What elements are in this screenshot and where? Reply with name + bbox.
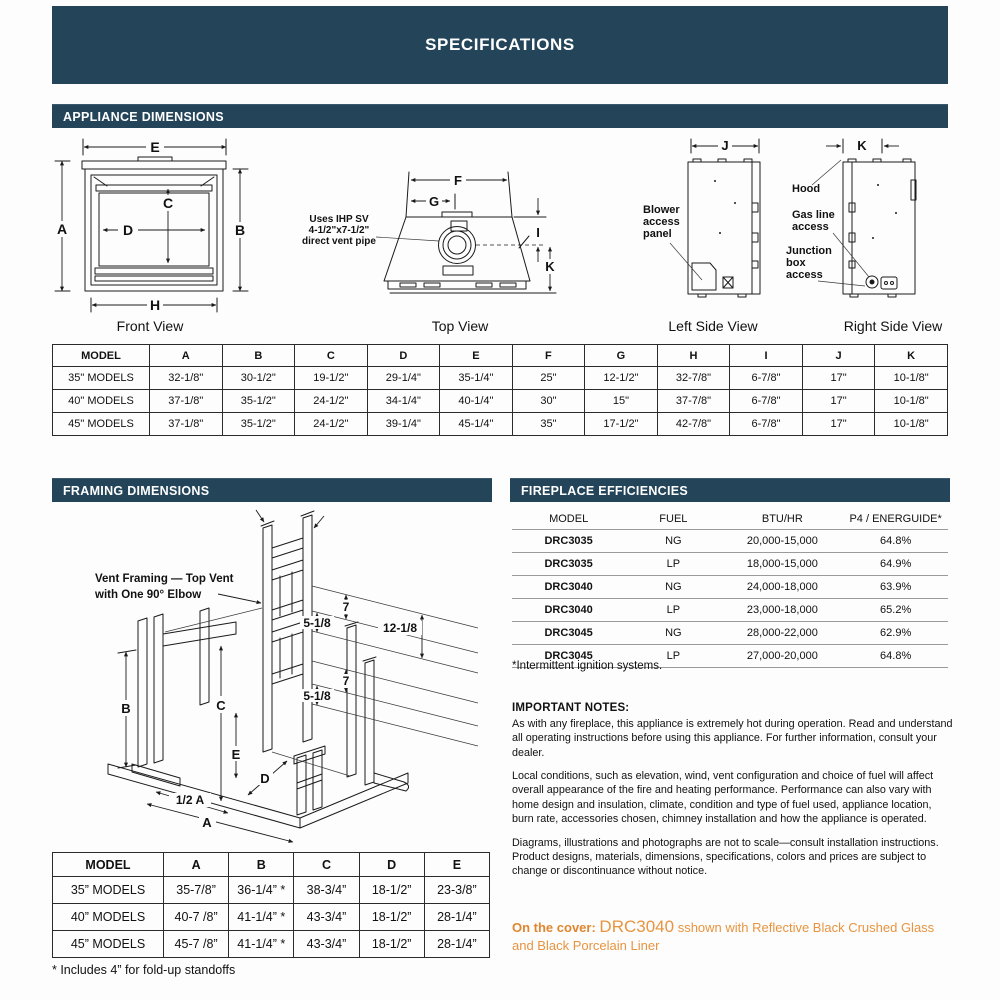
- top-view-caption: Top View: [431, 318, 489, 334]
- section-header-fireplace-efficiencies: [510, 478, 950, 502]
- value-cell: 43-3/4”: [294, 931, 359, 958]
- dim-label-a: A: [56, 221, 68, 237]
- table-row: [53, 877, 490, 904]
- value-cell: 18-1/2”: [359, 877, 424, 904]
- dim-label-k: K: [545, 259, 555, 274]
- value-cell: 43-3/4”: [294, 904, 359, 931]
- value-cell: 40-1/4": [440, 390, 513, 413]
- vent-framing-note-line1: Vent Framing — Top Vent: [95, 573, 234, 585]
- value-cell: 42-7/8": [657, 413, 730, 436]
- value-cell: NG: [625, 530, 721, 553]
- column-header: D: [367, 345, 440, 367]
- fireplace-efficiencies-table: [512, 508, 948, 668]
- section-header-appliance-dimensions: [52, 104, 948, 128]
- value-cell: 17": [802, 367, 875, 390]
- value-cell: 6-7/8": [730, 413, 803, 436]
- column-header: H: [657, 345, 730, 367]
- value-cell: 37-1/8": [150, 390, 223, 413]
- section-header-label: APPLIANCE DIMENSIONS: [63, 110, 224, 124]
- section-header-label: FIREPLACE EFFICIENCIES: [521, 484, 689, 498]
- value-cell: 23,000-18,000: [721, 599, 843, 622]
- page-title-bar: [52, 6, 948, 84]
- left-side-view-caption: Left Side View: [668, 318, 758, 334]
- column-header: I: [730, 345, 803, 367]
- column-header: C: [295, 345, 368, 367]
- framing-dim-a: A: [202, 815, 212, 830]
- framing-dim-c: C: [216, 698, 226, 713]
- framing-dimensions-table: [52, 852, 490, 958]
- value-cell: 30-1/2": [222, 367, 295, 390]
- value-cell: 18-1/2”: [359, 931, 424, 958]
- value-cell: 12-1/2": [585, 367, 658, 390]
- row-label-cell: 40” MODELS: [53, 904, 164, 931]
- value-cell: 25": [512, 367, 585, 390]
- value-cell: 10-1/8": [875, 390, 948, 413]
- value-cell: 18-1/2”: [359, 904, 424, 931]
- important-notes-paragraph-1: As with any fireplace, this appliance is extremely hot during operation. Read and understand all operating instructions before using this appliance. For further information, consult your dealer.: [512, 718, 953, 759]
- value-cell: 34-1/4": [367, 390, 440, 413]
- value-cell: 41-1/4” *: [229, 931, 294, 958]
- value-cell: 62.9%: [843, 622, 948, 645]
- value-cell: 17": [802, 413, 875, 436]
- value-cell: 10-1/8": [875, 367, 948, 390]
- row-label-cell: 45” MODELS: [53, 931, 164, 958]
- value-cell: 28-1/4”: [424, 931, 489, 958]
- header-row: [53, 853, 490, 877]
- value-cell: 36-1/4” *: [229, 877, 294, 904]
- value-cell: 40-7 /8”: [164, 904, 229, 931]
- column-header: MODEL: [53, 853, 164, 877]
- header-row: [512, 508, 948, 530]
- column-header: F: [512, 345, 585, 367]
- dim-label-h: H: [149, 297, 161, 313]
- row-label-cell: DRC3040: [512, 576, 625, 599]
- value-cell: 27,000-20,000: [721, 645, 843, 668]
- value-cell: 64.8%: [843, 645, 948, 668]
- header-row: [53, 345, 948, 367]
- column-header: P4 / ENERGUIDE*: [843, 508, 948, 530]
- value-cell: 18,000-15,000: [721, 553, 843, 576]
- value-cell: 23-3/8”: [424, 877, 489, 904]
- blower-access-label-line1: Blower: [643, 204, 680, 216]
- blower-access-label-line3: panel: [643, 228, 672, 240]
- dim-label-b: B: [234, 222, 246, 238]
- value-cell: 10-1/8": [875, 413, 948, 436]
- value-cell: 24-1/2": [295, 390, 368, 413]
- value-cell: 45-7 /8”: [164, 931, 229, 958]
- value-cell: 41-1/4” *: [229, 904, 294, 931]
- value-cell: 32-1/8": [150, 367, 223, 390]
- framing-dim-five-lower: 5-1/8: [303, 689, 331, 703]
- section-header-label: FRAMING DIMENSIONS: [63, 484, 210, 498]
- important-notes: [512, 702, 954, 888]
- table-row: [512, 553, 948, 576]
- gas-line-access-label-line2: access: [792, 221, 829, 233]
- vent-pipe-note-line2: 4-1/2"x7-1/2": [308, 225, 370, 236]
- junction-box-label-line1: Junction: [786, 245, 832, 257]
- front-view-drawing: [50, 133, 295, 315]
- framing-dim-d: D: [260, 771, 270, 786]
- row-label-cell: 45" MODELS: [53, 413, 150, 436]
- vent-pipe-note-line3: direct vent pipe: [302, 236, 376, 247]
- column-header: K: [875, 345, 948, 367]
- right-side-view-caption: Right Side View: [843, 318, 943, 334]
- column-header: BTU/HR: [721, 508, 843, 530]
- row-label-cell: DRC3035: [512, 530, 625, 553]
- value-cell: 28,000-22,000: [721, 622, 843, 645]
- value-cell: 65.2%: [843, 599, 948, 622]
- row-label-cell: DRC3035: [512, 553, 625, 576]
- framing-dim-twelve: 12-1/8: [382, 621, 418, 635]
- value-cell: 38-3/4”: [294, 877, 359, 904]
- value-cell: 6-7/8": [730, 390, 803, 413]
- hood-label: Hood: [792, 183, 821, 195]
- framing-dim-b: B: [121, 701, 131, 716]
- dim-label-g: G: [428, 194, 440, 209]
- value-cell: 37-7/8": [657, 390, 730, 413]
- value-cell: 64.9%: [843, 553, 948, 576]
- value-cell: 17": [802, 390, 875, 413]
- row-label-cell: DRC3040: [512, 599, 625, 622]
- table-row: [512, 530, 948, 553]
- table-row: [512, 622, 948, 645]
- important-notes-paragraph-3: Diagrams, illustrations and photographs are not to scale—consult installation instructions. Product designs, materials, dimensions, specifications, colors and prices are subject to change or discontinuance without notice.: [512, 836, 939, 878]
- column-header: B: [229, 853, 294, 877]
- framing-dim-half-a: 1/2 A: [175, 793, 205, 807]
- value-cell: 35-1/2": [222, 413, 295, 436]
- value-cell: NG: [625, 622, 721, 645]
- value-cell: 28-1/4”: [424, 904, 489, 931]
- value-cell: 24,000-18,000: [721, 576, 843, 599]
- on-the-cover-note: [512, 916, 954, 955]
- value-cell: 30": [512, 390, 585, 413]
- dim-label-i: I: [536, 225, 540, 240]
- value-cell: 29-1/4": [367, 367, 440, 390]
- table-row: [53, 367, 948, 390]
- front-view-caption: Front View: [116, 318, 184, 334]
- vent-pipe-note-line1: Uses IHP SV: [309, 214, 369, 225]
- table-row: [53, 904, 490, 931]
- on-the-cover-prefix: On the cover:: [512, 920, 600, 935]
- column-header: FUEL: [625, 508, 721, 530]
- dim-label-d: D: [122, 222, 134, 238]
- important-notes-heading: IMPORTANT NOTES:: [512, 702, 630, 714]
- gas-line-access-label-line1: Gas line: [792, 209, 835, 221]
- blower-access-label-line2: access: [643, 216, 680, 228]
- value-cell: 6-7/8": [730, 367, 803, 390]
- important-notes-paragraph-2: Local conditions, such as elevation, wind, vent configuration and choice of fuel will affect overall appearance of the fire and heating performance. Performance can also vary with home design and insulation, climate, condition and type of fuel used, appliance location, burn rate, accessories chosen, chimney installation and how the appliance is operated.: [512, 770, 934, 826]
- page-title: SPECIFICATIONS: [425, 35, 575, 54]
- row-label-cell: 35" MODELS: [53, 367, 150, 390]
- table-row: [53, 390, 948, 413]
- value-cell: 17-1/2": [585, 413, 658, 436]
- column-header: E: [424, 853, 489, 877]
- value-cell: 37-1/8": [150, 413, 223, 436]
- value-cell: 45-1/4": [440, 413, 513, 436]
- column-header: A: [150, 345, 223, 367]
- column-header: D: [359, 853, 424, 877]
- column-header: MODEL: [512, 508, 625, 530]
- table-row: [512, 599, 948, 622]
- framing-dim-seven-lower: 7: [342, 674, 350, 688]
- value-cell: 39-1/4": [367, 413, 440, 436]
- value-cell: 35-1/2": [222, 390, 295, 413]
- framing-drawing: [50, 506, 490, 851]
- section-header-framing-dimensions: [52, 478, 492, 502]
- row-label-cell: 40" MODELS: [53, 390, 150, 413]
- column-header: C: [294, 853, 359, 877]
- column-header: G: [585, 345, 658, 367]
- value-cell: LP: [625, 645, 721, 668]
- value-cell: 35-7/8”: [164, 877, 229, 904]
- framing-table-footnote: * Includes 4” for fold-up standoffs: [52, 963, 236, 977]
- efficiencies-footnote: *Intermittent ignition systems.: [512, 660, 663, 672]
- framing-dim-seven-upper: 7: [342, 600, 350, 614]
- top-view-drawing: [298, 140, 633, 315]
- value-cell: 35": [512, 413, 585, 436]
- on-the-cover-description: sshown with Reflective Black Crushed Glass and Black Porcelain Liner: [512, 920, 935, 954]
- row-label-cell: DRC3045: [512, 622, 625, 645]
- left-side-view-drawing: [640, 133, 785, 315]
- value-cell: 20,000-15,000: [721, 530, 843, 553]
- value-cell: LP: [625, 599, 721, 622]
- dim-label-c: C: [162, 195, 174, 211]
- appliance-dimensions-table: [52, 344, 948, 436]
- dim-label-j: J: [721, 138, 729, 153]
- column-header: A: [164, 853, 229, 877]
- table-row: [53, 413, 948, 436]
- value-cell: NG: [625, 576, 721, 599]
- row-label-cell: DRC3045: [512, 645, 625, 668]
- value-cell: 15": [585, 390, 658, 413]
- value-cell: 35-1/4": [440, 367, 513, 390]
- column-header: B: [222, 345, 295, 367]
- junction-box-label-line3: access: [786, 269, 823, 281]
- dim-label-e: E: [150, 139, 160, 155]
- framing-dim-five-upper: 5-1/8: [303, 616, 331, 630]
- dim-label-k-right: K: [857, 138, 867, 153]
- row-label-cell: 35” MODELS: [53, 877, 164, 904]
- table-row: [53, 931, 490, 958]
- value-cell: 19-1/2": [295, 367, 368, 390]
- junction-box-label-line2: box: [786, 257, 806, 269]
- dim-label-f: F: [454, 173, 462, 188]
- value-cell: LP: [625, 553, 721, 576]
- value-cell: 63.9%: [843, 576, 948, 599]
- value-cell: 64.8%: [843, 530, 948, 553]
- framing-dim-e: E: [231, 747, 241, 762]
- column-header: MODEL: [53, 345, 150, 367]
- right-side-view-drawing: [778, 133, 956, 315]
- value-cell: 24-1/2": [295, 413, 368, 436]
- table-row: [512, 576, 948, 599]
- column-header: J: [802, 345, 875, 367]
- value-cell: 32-7/8": [657, 367, 730, 390]
- vent-framing-note-line2: with One 90° Elbow: [95, 589, 202, 601]
- column-header: E: [440, 345, 513, 367]
- on-the-cover-model: DRC3040: [599, 917, 675, 936]
